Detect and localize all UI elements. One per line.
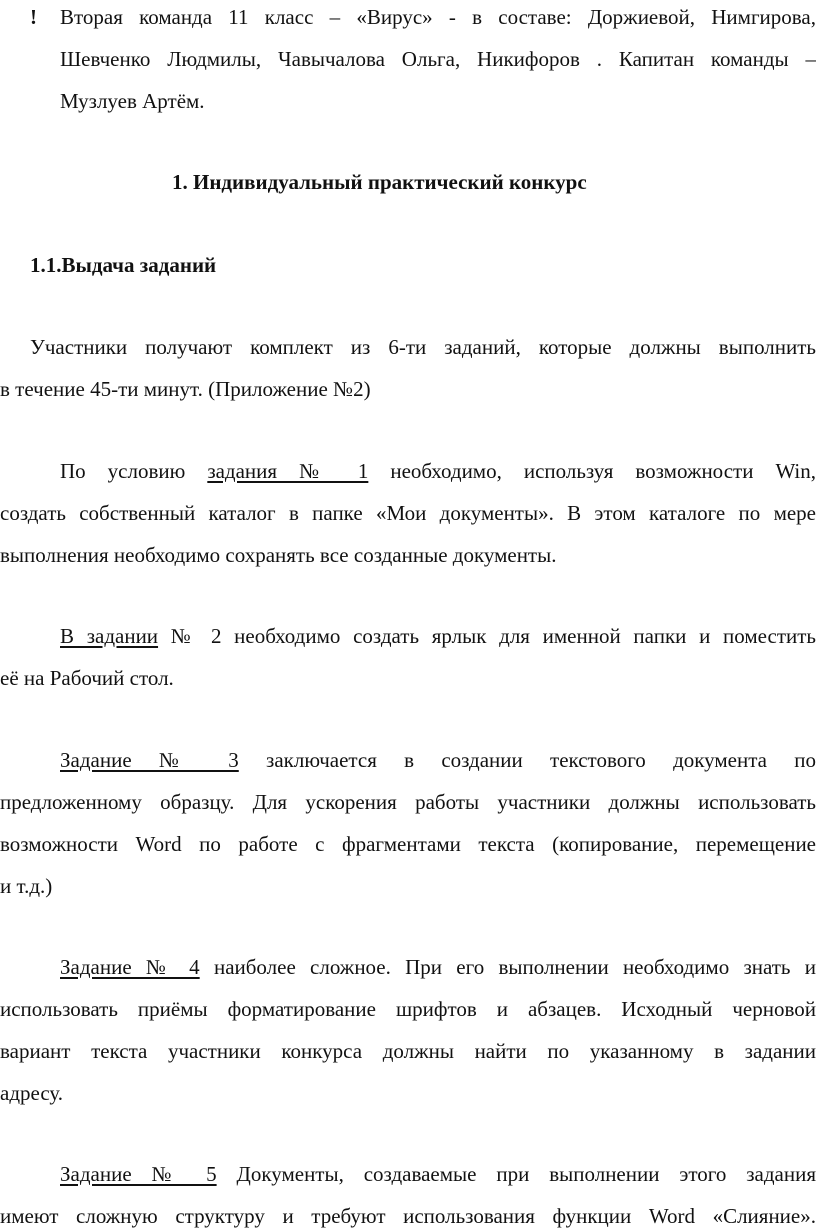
- paragraph-2-rest: необходимо, используя возможности Win,: [390, 459, 816, 483]
- paragraph-4-line-4: и т.д.): [0, 874, 53, 898]
- paragraph-2-line-1: [0, 458, 816, 484]
- team-intro-line-1: Вторая команда 11 класс – «Вирус» - в составе: Доржиевой, Нимгирова,: [60, 5, 816, 29]
- bullet-mark: !: [30, 5, 37, 29]
- paragraph-5-line-2: использовать приёмы форматирование шрифтов и абзацев. Исходный черновой: [0, 997, 816, 1021]
- paragraph-2-line-3: выполнения необходимо сохранять все созданные документы.: [0, 543, 557, 567]
- paragraph-6-line-1: [0, 1161, 816, 1187]
- task-3-reference: Задание № 3: [60, 748, 239, 772]
- paragraph-3-line-2: её на Рабочий стол.: [0, 666, 174, 690]
- task-2-reference: В задании: [60, 624, 159, 648]
- task-4-reference: Задание № 4: [60, 955, 200, 979]
- paragraph-4-rest: заключается в создании текстового документа по: [266, 748, 816, 772]
- team-intro-line-3: Музлуев Артём.: [60, 89, 205, 113]
- paragraph-6-line-2: имеют сложную структуру и требуют использования функции Word «Слияние».: [0, 1204, 816, 1228]
- task-1-reference: задания № 1: [207, 459, 369, 483]
- paragraph-4-line-3: возможности Word по работе с фрагментами текста (копирование, перемещение: [0, 832, 816, 856]
- paragraph-2-line-2: создать собственный каталог в папке «Мои документы». В этом каталоге по мере: [0, 501, 816, 525]
- paragraph-1-line-2: в течение 45-ти минут. (Приложение №2): [0, 377, 371, 401]
- section-heading: 1. Индивидуальный практический конкурс: [172, 170, 587, 194]
- paragraph-2-lead: По условию: [60, 459, 186, 483]
- paragraph-5-line-4: адресу.: [0, 1081, 64, 1105]
- paragraph-4-line-2: предложенному образцу. Для ускорения работы участники должны использовать: [0, 790, 816, 814]
- task-5-reference: Задание № 5: [60, 1162, 217, 1186]
- paragraph-4-line-1: [0, 747, 816, 773]
- paragraph-3-rest: № 2 необходимо создать ярлык для именной папки и поместить: [170, 624, 816, 648]
- paragraph-3-line-1: [0, 623, 816, 649]
- paragraph-5-line-1: [0, 954, 816, 980]
- paragraph-6-rest: Документы, создаваемые при выполнении этого задания: [236, 1162, 816, 1186]
- paragraph-5-rest: наиболее сложное. При его выполнении необходимо знать и: [213, 955, 816, 979]
- subsection-heading: 1.1.Выдача заданий: [30, 253, 217, 277]
- team-intro-line-2: Шевченко Людмилы, Чавычалова Ольга, Никифоров . Капитан команды –: [60, 47, 816, 71]
- paragraph-1-line-1: Участники получают комплект из 6-ти заданий, которые должны выполнить: [30, 335, 816, 359]
- paragraph-5-line-3: вариант текста участники конкурса должны найти по указанному в задании: [0, 1039, 816, 1063]
